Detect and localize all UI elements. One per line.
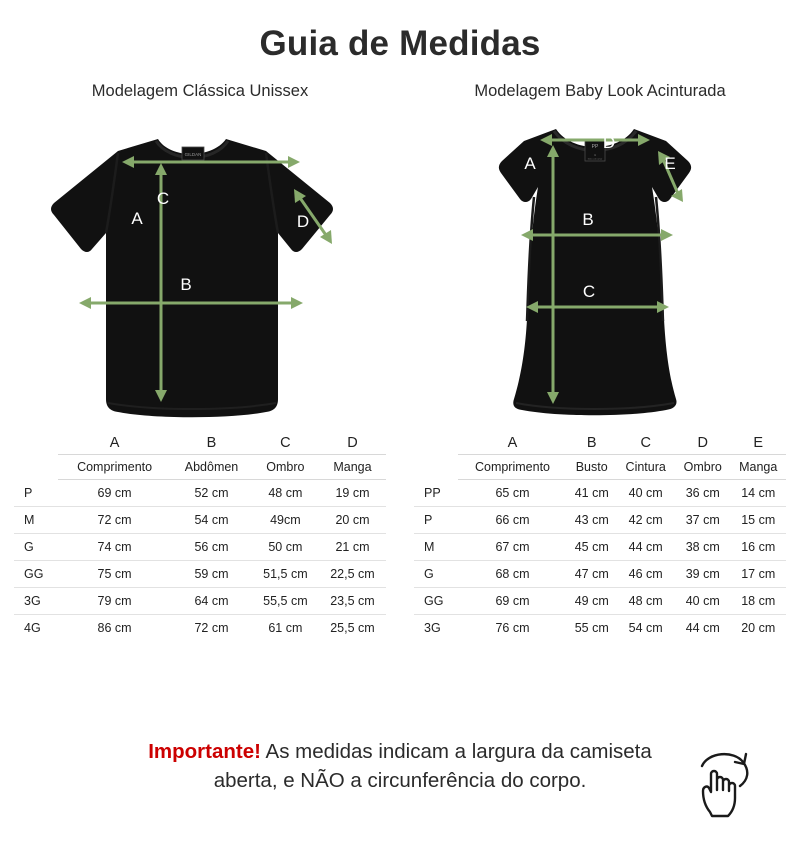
unisex-col-ombro: Ombro	[252, 455, 319, 480]
label-unisex-c: C	[156, 189, 170, 208]
guides-container	[0, 82, 800, 437]
tables-container	[0, 435, 800, 641]
babylook-col-comprimento: Comprimento	[458, 455, 567, 480]
guide-unisex	[0, 82, 400, 437]
babylook-col-ombro: Ombro	[675, 455, 730, 480]
table-row: GG 75 cm 59 cm 51,5 cm 22,5 cm	[14, 561, 386, 588]
unisex-letter-b: B	[206, 435, 217, 451]
unisex-col-comprimento: Comprimento	[58, 455, 171, 480]
table-row: G 74 cm 56 cm 50 cm 21 cm	[14, 534, 386, 561]
unisex-letter-a: A	[109, 435, 120, 451]
pointing-hand-icon	[688, 746, 758, 820]
table-row: M 67 cm 45 cm 44 cm 38 cm 16 cm	[414, 534, 786, 561]
babylook-size-table	[414, 435, 786, 641]
babylook-col-manga: Manga	[730, 455, 786, 480]
important-note	[0, 737, 800, 796]
babylook-letter-b: B	[586, 435, 597, 451]
unisex-size-g: G	[14, 534, 58, 561]
note-line-2: aberta, e NÃO a circunferência do corpo.	[213, 769, 587, 793]
guide-babylook-title: Modelagem Baby Look Acinturada	[474, 82, 726, 100]
unisex-shirt-illustration	[30, 107, 370, 437]
label-babylook-d: D	[602, 133, 616, 152]
table-row: P 69 cm 52 cm 48 cm 19 cm	[14, 480, 386, 507]
table-row: G 68 cm 47 cm 46 cm 39 cm 17 cm	[414, 561, 786, 588]
babylook-size-gg: GG	[414, 588, 458, 615]
table-row: 3G 76 cm 55 cm 54 cm 44 cm 20 cm	[414, 615, 786, 642]
svg-text:GILDAN: GILDAN	[184, 152, 202, 157]
babylook-size-p: P	[414, 507, 458, 534]
table-row: GG 69 cm 49 cm 48 cm 40 cm 18 cm	[414, 588, 786, 615]
label-unisex-a: A	[131, 209, 143, 228]
table-row: P 66 cm 43 cm 42 cm 37 cm 15 cm	[414, 507, 786, 534]
unisex-letter-c: C	[280, 435, 291, 451]
unisex-col-manga: Manga	[319, 455, 386, 480]
unisex-size-4g: 4G	[24, 621, 41, 635]
label-babylook-a: A	[524, 154, 536, 173]
babylook-size-3g: 3G	[424, 621, 441, 635]
unisex-size-m: M	[14, 507, 58, 534]
babylook-size-g: G	[414, 561, 458, 588]
unisex-letter-d: D	[347, 435, 358, 451]
babylook-letter-e: E	[753, 435, 764, 451]
unisex-size-table	[14, 435, 386, 641]
label-babylook-c: C	[582, 282, 596, 301]
table-row: 3G 79 cm 64 cm 55,5 cm 23,5 cm	[14, 588, 386, 615]
table-row: M 72 cm 54 cm 49cm 20 cm	[14, 507, 386, 534]
guide-babylook	[400, 82, 800, 437]
unisex-table-letters-row	[14, 435, 386, 455]
unisex-neck-tag-art	[182, 147, 204, 160]
unisex-col-abdomen: Abdômen	[171, 455, 252, 480]
svg-text:feito com amor: feito com amor	[587, 158, 603, 161]
table-row: 4G 86 cm 72 cm 61 cm 25,5 cm	[14, 615, 386, 642]
babylook-table-letters-row	[414, 435, 786, 455]
label-unisex-d: D	[296, 212, 310, 231]
babylook-size-pp: PP	[414, 480, 458, 507]
babylook-letter-d: D	[697, 435, 708, 451]
unisex-size-3g: 3G	[14, 588, 58, 615]
babylook-letter-a: A	[507, 435, 518, 451]
babylook-col-busto: Busto	[567, 455, 616, 480]
unisex-size-gg: GG	[14, 561, 58, 588]
babylook-size-m: M	[414, 534, 458, 561]
svg-text:PP: PP	[591, 144, 599, 150]
note-line-1: As medidas indicam a largura da camiseta	[265, 739, 652, 763]
label-babylook-b: B	[582, 210, 594, 229]
unisex-table-header-row	[14, 455, 386, 480]
important-label: Importante!	[148, 739, 261, 763]
table-row: PP 65 cm 41 cm 40 cm 36 cm 14 cm	[414, 480, 786, 507]
babylook-table-header-row	[414, 455, 786, 480]
babylook-shirt-illustration	[430, 107, 770, 437]
svg-text:♥: ♥	[594, 154, 596, 157]
label-unisex-b: B	[180, 275, 192, 294]
page-title: Guia de Medidas	[259, 24, 541, 63]
label-babylook-e: E	[664, 154, 676, 173]
unisex-size-p: P	[14, 480, 58, 507]
babylook-col-cintura: Cintura	[616, 455, 675, 480]
babylook-letter-c: C	[640, 435, 651, 451]
guide-unisex-title: Modelagem Clássica Unissex	[91, 82, 309, 100]
